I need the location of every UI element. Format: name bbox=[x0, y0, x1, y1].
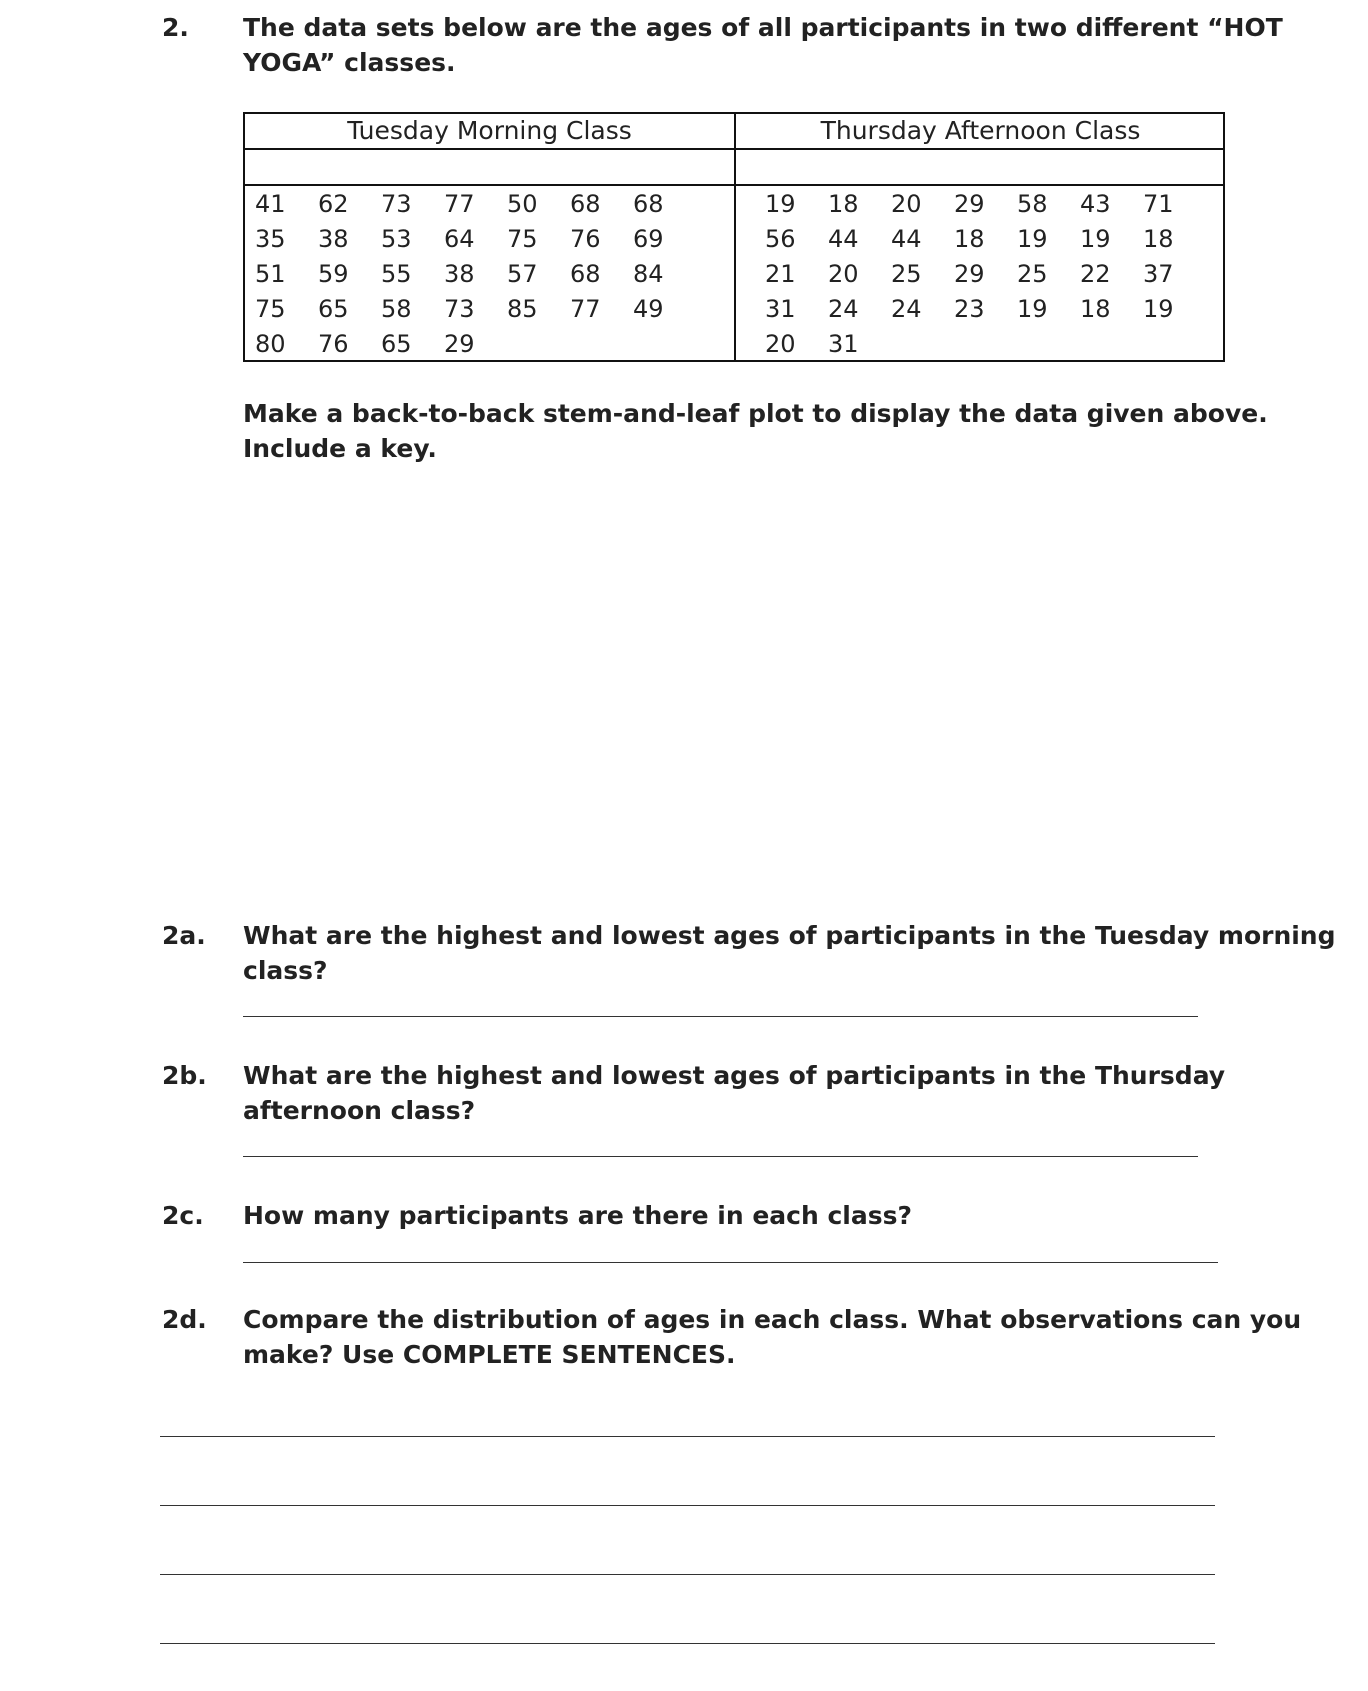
question-2d-line1: Compare the distribution of ages in each class. What observations can you bbox=[243, 1305, 1302, 1334]
question-2-intro-line2: YOGA” classes. bbox=[243, 48, 456, 77]
thursday-age-cell: 44 bbox=[828, 224, 859, 253]
thursday-age-cell: 43 bbox=[1080, 189, 1111, 218]
tuesday-age-cell: 68 bbox=[570, 189, 601, 218]
tuesday-age-cell: 75 bbox=[507, 224, 538, 253]
thursday-age-cell: 24 bbox=[891, 294, 922, 323]
thursday-age-cell: 29 bbox=[954, 189, 985, 218]
thursday-age-cell: 37 bbox=[1143, 259, 1174, 288]
tuesday-age-cell: 35 bbox=[255, 224, 286, 253]
question-2a-line1: What are the highest and lowest ages of participants in the Tuesday morning bbox=[243, 921, 1336, 950]
tuesday-age-cell: 73 bbox=[381, 189, 412, 218]
question-2-intro-line1: The data sets below are the ages of all participants in two different “HOT bbox=[243, 13, 1283, 42]
tuesday-age-cell: 57 bbox=[507, 259, 538, 288]
thursday-age-cell: 29 bbox=[954, 259, 985, 288]
tuesday-age-cell: 38 bbox=[318, 224, 349, 253]
thursday-age-cell: 25 bbox=[891, 259, 922, 288]
answer-line-2d-1[interactable] bbox=[160, 1436, 1215, 1437]
tuesday-age-cell: 84 bbox=[633, 259, 664, 288]
tuesday-age-cell: 51 bbox=[255, 259, 286, 288]
table-divider-header bbox=[245, 148, 1223, 150]
tuesday-age-cell: 59 bbox=[318, 259, 349, 288]
tuesday-age-cell: 77 bbox=[570, 294, 601, 323]
question-2b-line2: afternoon class? bbox=[243, 1096, 476, 1125]
tuesday-age-cell: 50 bbox=[507, 189, 538, 218]
answer-line-2b[interactable] bbox=[243, 1156, 1198, 1157]
thursday-class-header: Thursday Afternoon Class bbox=[820, 116, 1141, 145]
answer-line-2c[interactable] bbox=[243, 1262, 1218, 1263]
thursday-age-cell: 31 bbox=[828, 329, 859, 358]
tuesday-age-cell: 73 bbox=[444, 294, 475, 323]
tuesday-age-cell: 55 bbox=[381, 259, 412, 288]
instructions-line1: Make a back-to-back stem-and-leaf plot to display the data given above. bbox=[243, 399, 1268, 428]
table-divider-vertical bbox=[734, 114, 736, 360]
question-2c-line1: How many participants are there in each class? bbox=[243, 1201, 913, 1230]
tuesday-age-cell: 65 bbox=[318, 294, 349, 323]
tuesday-age-cell: 65 bbox=[381, 329, 412, 358]
tuesday-age-cell: 41 bbox=[255, 189, 286, 218]
tuesday-age-cell: 38 bbox=[444, 259, 475, 288]
question-2a-line2: class? bbox=[243, 956, 328, 985]
question-2-number: 2. bbox=[162, 13, 189, 42]
question-2d-line2: make? Use COMPLETE SENTENCES. bbox=[243, 1340, 736, 1369]
tuesday-age-cell: 85 bbox=[507, 294, 538, 323]
tuesday-age-cell: 53 bbox=[381, 224, 412, 253]
instructions-line2: Include a key. bbox=[243, 434, 437, 463]
thursday-age-cell: 19 bbox=[1017, 224, 1048, 253]
thursday-age-cell: 23 bbox=[954, 294, 985, 323]
thursday-ages-grid bbox=[765, 186, 1206, 361]
tuesday-age-cell: 80 bbox=[255, 329, 286, 358]
answer-line-2a[interactable] bbox=[243, 1016, 1198, 1017]
tuesday-age-cell: 75 bbox=[255, 294, 286, 323]
thursday-age-cell: 20 bbox=[765, 329, 796, 358]
tuesday-age-cell: 58 bbox=[381, 294, 412, 323]
thursday-age-cell: 19 bbox=[765, 189, 796, 218]
tuesday-class-header: Tuesday Morning Class bbox=[347, 116, 632, 145]
thursday-age-cell: 18 bbox=[1080, 294, 1111, 323]
thursday-age-cell: 44 bbox=[891, 224, 922, 253]
tuesday-age-cell: 76 bbox=[570, 224, 601, 253]
thursday-age-cell: 31 bbox=[765, 294, 796, 323]
thursday-age-cell: 19 bbox=[1143, 294, 1174, 323]
thursday-age-cell: 20 bbox=[828, 259, 859, 288]
answer-line-2d-4[interactable] bbox=[160, 1643, 1215, 1644]
tuesday-age-cell: 29 bbox=[444, 329, 475, 358]
thursday-age-cell: 56 bbox=[765, 224, 796, 253]
thursday-age-cell: 19 bbox=[1080, 224, 1111, 253]
answer-line-2d-2[interactable] bbox=[160, 1505, 1215, 1506]
answer-line-2d-3[interactable] bbox=[160, 1574, 1215, 1575]
tuesday-age-cell: 77 bbox=[444, 189, 475, 218]
thursday-age-cell: 25 bbox=[1017, 259, 1048, 288]
thursday-age-cell: 20 bbox=[891, 189, 922, 218]
tuesday-age-cell: 76 bbox=[318, 329, 349, 358]
thursday-age-cell: 18 bbox=[1143, 224, 1174, 253]
tuesday-ages-grid bbox=[255, 186, 696, 361]
tuesday-age-cell: 68 bbox=[633, 189, 664, 218]
ages-data-table bbox=[243, 112, 1225, 362]
thursday-age-cell: 58 bbox=[1017, 189, 1048, 218]
thursday-age-cell: 18 bbox=[828, 189, 859, 218]
thursday-age-cell: 21 bbox=[765, 259, 796, 288]
question-2b-number: 2b. bbox=[162, 1061, 207, 1090]
question-2a-number: 2a. bbox=[162, 921, 206, 950]
tuesday-age-cell: 64 bbox=[444, 224, 475, 253]
tuesday-age-cell: 49 bbox=[633, 294, 664, 323]
thursday-age-cell: 18 bbox=[954, 224, 985, 253]
thursday-age-cell: 24 bbox=[828, 294, 859, 323]
tuesday-age-cell: 68 bbox=[570, 259, 601, 288]
thursday-age-cell: 71 bbox=[1143, 189, 1174, 218]
thursday-age-cell: 19 bbox=[1017, 294, 1048, 323]
thursday-age-cell: 22 bbox=[1080, 259, 1111, 288]
tuesday-age-cell: 62 bbox=[318, 189, 349, 218]
question-2c-number: 2c. bbox=[162, 1201, 204, 1230]
question-2b-line1: What are the highest and lowest ages of participants in the Thursday bbox=[243, 1061, 1226, 1090]
tuesday-age-cell: 69 bbox=[633, 224, 664, 253]
question-2d-number: 2d. bbox=[162, 1305, 207, 1334]
